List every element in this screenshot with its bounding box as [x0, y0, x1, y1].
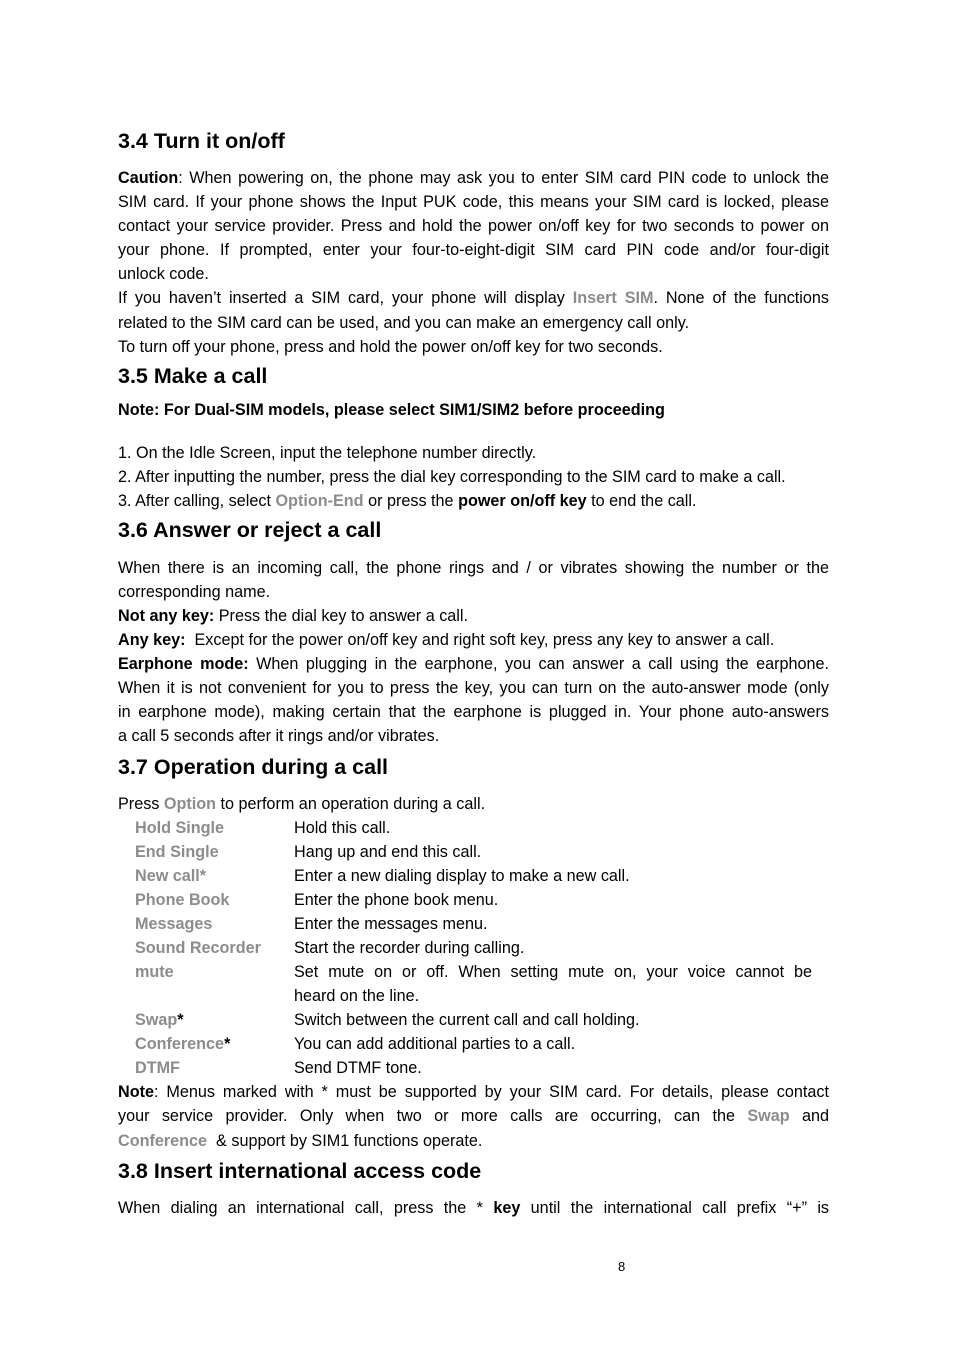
option-key: DTMF	[135, 1059, 180, 1077]
caution-line-3: contact your service provider. Press and hold the power on/off key for two seconds to power on	[118, 217, 829, 235]
menu-note-label: Note	[118, 1083, 154, 1101]
option-key: Sound Recorder	[135, 939, 261, 957]
menu-note-line-2	[118, 1104, 829, 1128]
step-3-text-a: 3. After calling, select	[118, 492, 276, 510]
earphone-text: When plugging in the earphone, you can answer a call using the earphone.	[248, 655, 829, 673]
earphone-line-1	[118, 652, 829, 676]
intl-code-line-1	[118, 1196, 829, 1220]
nosim-line-1	[118, 286, 829, 310]
any-key-text: Except for the power on/off key and right soft key, press any key to answer a call.	[185, 631, 775, 649]
option-key: Phone Book	[135, 891, 230, 909]
option-end-highlight: Option-End	[275, 492, 364, 510]
nosim-line-2: related to the SIM card can be used, and you can make an emergency call only.	[118, 314, 690, 332]
option-key: Hold Single	[135, 819, 225, 837]
caution-text: : When powering on, the phone may ask you to enter SIM card PIN code to unlock the	[178, 169, 829, 187]
heading-3-8: 3.8 Insert international access code	[118, 1159, 482, 1183]
heading-3-7: 3.7 Operation during a call	[118, 755, 389, 779]
step-3-text-c: to end the call.	[586, 492, 697, 510]
answer-para-line-1: When there is an incoming call, the phone rings and / or vibrates showing the number or the	[118, 559, 829, 577]
option-intro-b: to perform an operation during a call.	[216, 795, 486, 813]
option-intro	[118, 792, 829, 816]
option-desc: Switch between the current call and call holding.	[294, 1011, 640, 1029]
turnoff-line: To turn off your phone, press and hold the power on/off key for two seconds.	[118, 338, 663, 356]
caution-line-1	[118, 166, 829, 190]
option-star: *	[224, 1035, 231, 1053]
menu-note-text-a: your service provider. Only when two or more calls are occurring, can the	[118, 1107, 748, 1125]
option-desc: Hang up and end this call.	[294, 843, 482, 861]
earphone-line-3: in earphone mode), making certain that the earphone is plugged in. Your phone auto-answers	[118, 703, 829, 721]
menu-note-text-c: & support by SIM1 functions operate.	[207, 1132, 483, 1150]
caution-line-2: SIM card. If your phone shows the Input PUK code, this means your SIM card is locked, please	[118, 193, 829, 211]
option-key: New call*	[135, 867, 207, 885]
step-1: 1. On the Idle Screen, input the telephone number directly.	[118, 444, 537, 462]
power-key-bold: power on/off key	[458, 492, 587, 510]
option-key-text: Swap	[135, 1011, 178, 1029]
earphone-label: Earphone mode:	[118, 655, 249, 673]
option-desc: Send DTMF tone.	[294, 1059, 422, 1077]
option-intro-a: Press	[118, 795, 164, 813]
heading-3-4: 3.4 Turn it on/off	[118, 129, 285, 153]
not-any-key-text: Press the dial key to answer a call.	[214, 607, 468, 625]
option-key: End Single	[135, 843, 219, 861]
any-key-label: Any key:	[118, 631, 186, 649]
option-highlight: Option	[163, 795, 217, 813]
nosim-text-a: If you haven’t inserted a SIM card, your phone will display	[118, 289, 573, 307]
insert-sim-highlight: Insert SIM	[572, 289, 654, 307]
option-key	[135, 1032, 230, 1056]
intl-text-a: When dialing an international call, press the *	[118, 1199, 494, 1217]
step-3-text-b: or press the	[363, 492, 459, 510]
heading-3-5: 3.5 Make a call	[118, 364, 268, 388]
menu-note-text-b: and	[789, 1107, 829, 1125]
option-desc: Hold this call.	[294, 819, 391, 837]
not-any-key-label: Not any key:	[118, 607, 215, 625]
intl-text-b: until the international call prefix “+” is	[520, 1199, 830, 1217]
any-key-line	[118, 628, 829, 652]
step-3	[118, 489, 829, 513]
step-2: 2. After inputting the number, press the dial key corresponding to the SIM card to make a call.	[118, 468, 786, 486]
option-desc: You can add additional parties to a call.	[294, 1035, 576, 1053]
conference-highlight: Conference	[118, 1132, 208, 1150]
menu-note-line-1	[118, 1080, 829, 1104]
option-key: mute	[135, 963, 174, 981]
nosim-text-b: . None of the functions	[653, 289, 830, 307]
swap-highlight: Swap	[747, 1107, 790, 1125]
option-key-text: Conference	[135, 1035, 225, 1053]
menu-note-text: : Menus marked with * must be supported by your SIM card. For details, please contact	[153, 1083, 829, 1101]
option-desc: Set mute on or off. When setting mute on, your voice cannot be	[294, 963, 812, 981]
option-star: *	[177, 1011, 184, 1029]
key-bold: key	[493, 1199, 521, 1217]
answer-para-line-2: corresponding name.	[118, 583, 271, 601]
earphone-line-4: a call 5 seconds after it rings and/or vibrates.	[118, 727, 440, 745]
page-number: 8	[618, 1259, 626, 1274]
option-desc: Enter a new dialing display to make a new call.	[294, 867, 630, 885]
option-desc: Enter the phone book menu.	[294, 891, 499, 909]
not-any-key-line	[118, 604, 829, 628]
caution-line-5: unlock code.	[118, 265, 209, 283]
dual-sim-note: Note: For Dual-SIM models, please select SIM1/SIM2 before proceeding	[118, 401, 665, 419]
option-desc-continued: heard on the line.	[294, 987, 420, 1005]
earphone-line-2: When it is not convenient for you to press the key, you can turn on the auto-answer mode (only	[118, 679, 829, 697]
option-key: Messages	[135, 915, 213, 933]
option-desc: Start the recorder during calling.	[294, 939, 525, 957]
caution-line-4: your phone. If prompted, enter your four-to-eight-digit SIM card PIN code and/or four-digit	[118, 241, 829, 259]
caution-label: Caution	[118, 169, 179, 187]
menu-note-line-3	[118, 1129, 829, 1153]
option-key	[135, 1008, 184, 1032]
heading-3-6: 3.6 Answer or reject a call	[118, 518, 382, 542]
option-desc: Enter the messages menu.	[294, 915, 488, 933]
